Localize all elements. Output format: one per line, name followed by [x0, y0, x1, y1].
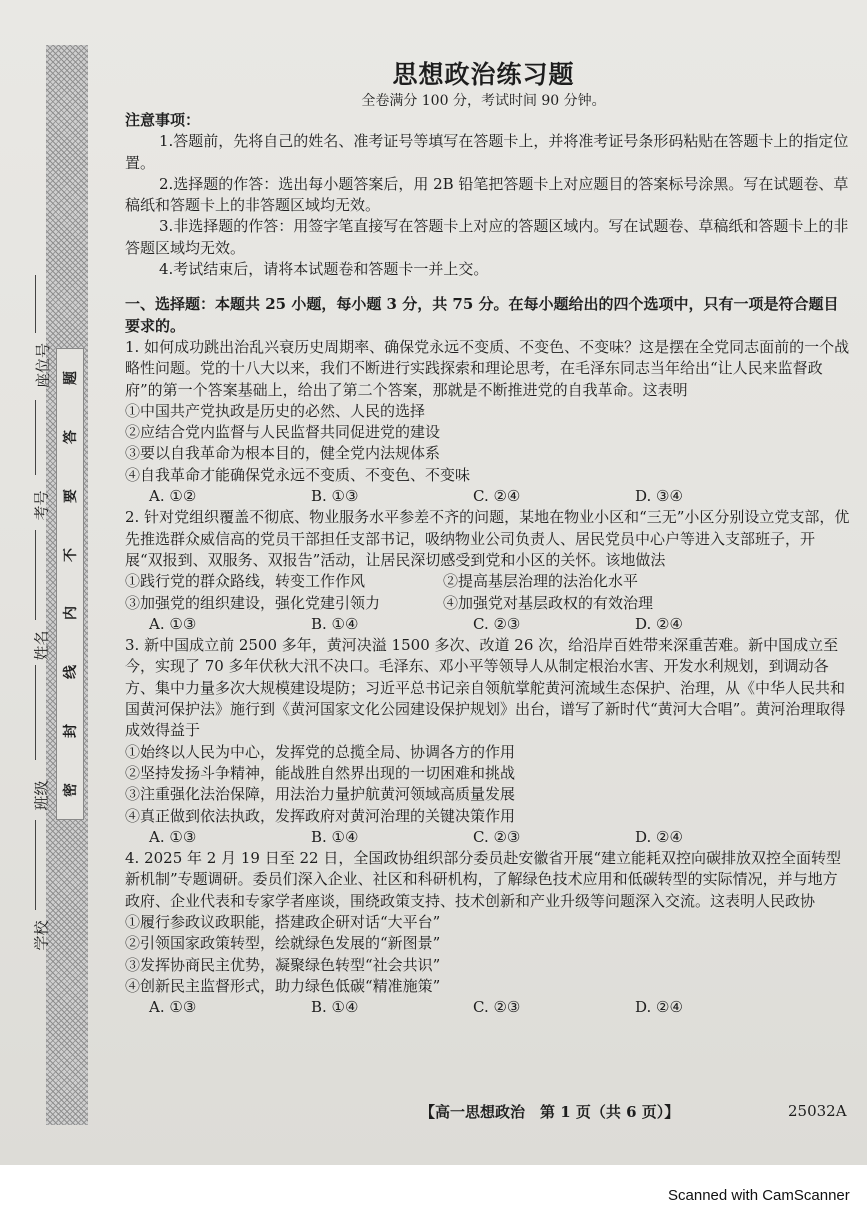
- option-c: C. ②③: [473, 827, 521, 846]
- page-subtitle: 全卷满分 100 分，考试时间 90 分钟。: [361, 93, 606, 109]
- statement: ①始终以人民为中心，发挥党的总揽全局、协调各方的作用: [125, 742, 516, 761]
- option-d: D. ②④: [635, 827, 683, 846]
- option-a: A. ①③: [149, 998, 197, 1017]
- exam-content: [125, 110, 850, 1018]
- notice-item: 3.非选择题的作答：用签字笔直接写在答题卡上对应的答题区域内。写在试题卷、草稿纸和答题卡上的非答题区域均无效。: [125, 217, 849, 257]
- statement: ①履行参政议政职能，搭建政企研对话“大平台”: [125, 912, 441, 931]
- seal-char: 答: [63, 430, 79, 445]
- statement: ①中国共产党执政是历史的必然、人民的选择: [125, 401, 426, 420]
- option-b: B. ①④: [311, 614, 359, 633]
- exam-no-label: 考号: [32, 490, 51, 521]
- statement: ②应结合党内监督与人民监督共同促进党的建设: [125, 423, 441, 442]
- class-line: [35, 665, 36, 760]
- seal-char: 题: [63, 371, 79, 386]
- statement: ③注重强化法治保障，用法治力量护航黄河领域高质量发展: [125, 785, 516, 804]
- exam-no-line: [35, 400, 36, 475]
- answer-options: [125, 997, 850, 1018]
- statement: ③发挥协商民主优势，凝聚绿色转型“社会共识”: [125, 955, 441, 974]
- option-d: D. ③④: [635, 487, 683, 506]
- page-footer: 【高一思想政治 第 1 页（共 6 页）】: [420, 1103, 680, 1121]
- question-stem: 3. 新中国成立前 2500 多年，黄河决溢 1500 多次、改道 26 次，给沿岸百姓带来深重苦难。新中国成立至今，实现了 70 多年伏秋大汛不决口。毛泽东、邓小平等领导人从制定根治水害、开发水利规划，到调动各方、集中力量多次大规模建设堤防；习近平总书记亲自领航掌舵黄河流域生态保护、治理，从《中华人民共和国黄河保护法》施行到《黄河国家文化公园建设保护规划》出台，谱写了新时代“黄河大合唱”。黄河治理取得成效得益于: [125, 636, 846, 740]
- answer-options: [125, 827, 850, 848]
- option-c: C. ②④: [473, 487, 521, 506]
- option-c: C. ②③: [473, 998, 521, 1017]
- option-b: B. ①④: [311, 998, 359, 1017]
- seal-char: 内: [63, 606, 79, 621]
- seat-line: [35, 275, 36, 333]
- option-a: A. ①③: [149, 614, 197, 633]
- statement: ④加强党对基层政权的有效治理: [443, 593, 654, 612]
- statement: ④自我革命才能确保党永远不变质、不变色、不变味: [125, 465, 471, 484]
- paper-code: 25032A: [788, 1102, 847, 1120]
- statement: ②引领国家政策转型，绘就绿色发展的“新图景”: [125, 934, 441, 953]
- statement: ②坚持发扬斗争精神，能战胜自然界出现的一切困难和挑战: [125, 763, 516, 782]
- seal-line-box: [56, 348, 84, 820]
- school-label: 学校: [32, 920, 51, 951]
- notice-item: 1.答题前，先将自己的姓名、准考证号等填写在答题卡上，并将准考证号条形码粘贴在答题卡上的指定位置。: [125, 132, 849, 172]
- section-heading: 一、选择题：本题共 25 小题，每小题 3 分，共 75 分。在每小题给出的四个选项中，只有一项是符合题目要求的。: [125, 295, 839, 335]
- statement: ③加强党的组织建设，强化党建引领力: [125, 593, 381, 612]
- option-b: B. ①③: [311, 487, 359, 506]
- name-label: 姓名: [32, 630, 51, 661]
- class-label: 班级: [32, 780, 51, 811]
- option-a: A. ①②: [149, 487, 197, 506]
- seal-char: 线: [63, 665, 79, 680]
- option-b: B. ①④: [311, 827, 359, 846]
- school-line: [35, 820, 36, 910]
- answer-options: [125, 614, 850, 635]
- seat-label: 座位号: [34, 342, 53, 389]
- answer-options: [125, 486, 850, 507]
- notice-item: 2.选择题的作答：选出每小题答案后，用 2B 铅笔把答题卡上对应题目的答案标号涂黑。写在试题卷、草稿纸和答题卡上的非答题区域均无效。: [125, 174, 849, 215]
- seal-char: 密: [63, 782, 79, 797]
- scanner-watermark: Scanned with CamScanner: [668, 1187, 850, 1204]
- question-stem: 2. 针对党组织覆盖不彻底、物业服务水平参差不齐的问题，某地在物业小区和“三无”小区分别设立党支部，优先推选群众威信高的党员干部担任支部书记，吸纳物业公司负责人、居民党员中心户等进入支部班子，开展“双报到、双服务、双报告”活动，让居民深切感受到党和小区的关怀。该地做法: [125, 508, 850, 569]
- notice-heading: 注意事项：: [125, 111, 201, 129]
- option-d: D. ②④: [635, 998, 683, 1017]
- seal-char: 要: [63, 488, 79, 503]
- statement: ④创新民主监督形式，助力绿色低碳“精准施策”: [125, 976, 441, 995]
- page-title: 思想政治练习题: [392, 60, 575, 89]
- option-c: C. ②③: [473, 614, 521, 633]
- question-stem: 4. 2025 年 2 月 19 日至 22 日，全国政协组织部分委员赴安徽省开展“建立能耗双控向碳排放双控全面转型新机制”专题调研。委员们深入企业、社区和科研机构，了解绿色技术应用和低碳转型的实际情况，并与地方政府、企业代表和专家学者座谈，围绕政策支持、技术创新和产业升级等问题深入交流。这表明人民政协: [125, 849, 842, 910]
- option-d: D. ②④: [635, 614, 683, 633]
- option-a: A. ①③: [149, 827, 197, 846]
- seal-char: 封: [63, 723, 79, 738]
- statement: ①践行党的群众路线，转变工作作风: [125, 572, 366, 591]
- notice-item: 4.考试结束后，请将本试题卷和答题卡一并上交。: [159, 260, 489, 279]
- name-line: [35, 530, 36, 620]
- seal-char: 不: [63, 547, 79, 562]
- statement: ④真正做到依法执政，发挥政府对黄河治理的关键决策作用: [125, 806, 516, 825]
- statement: ②提高基层治理的法治化水平: [443, 572, 639, 591]
- question-stem: 1. 如何成功跳出治乱兴衰历史周期率、确保党永远不变质、不变色、不变味？这是摆在全党同志面前的一个战略性问题。党的十八大以来，我们不断进行实践探索和理论思考，在毛泽东同志当年给出“让人民来监督政府”的第一个答案基础上，给出了第二个答案，那就是不断推进党的自我革命。这表明: [125, 337, 850, 399]
- statement: ③要以自我革命为根本目的，健全党内法规体系: [125, 444, 441, 463]
